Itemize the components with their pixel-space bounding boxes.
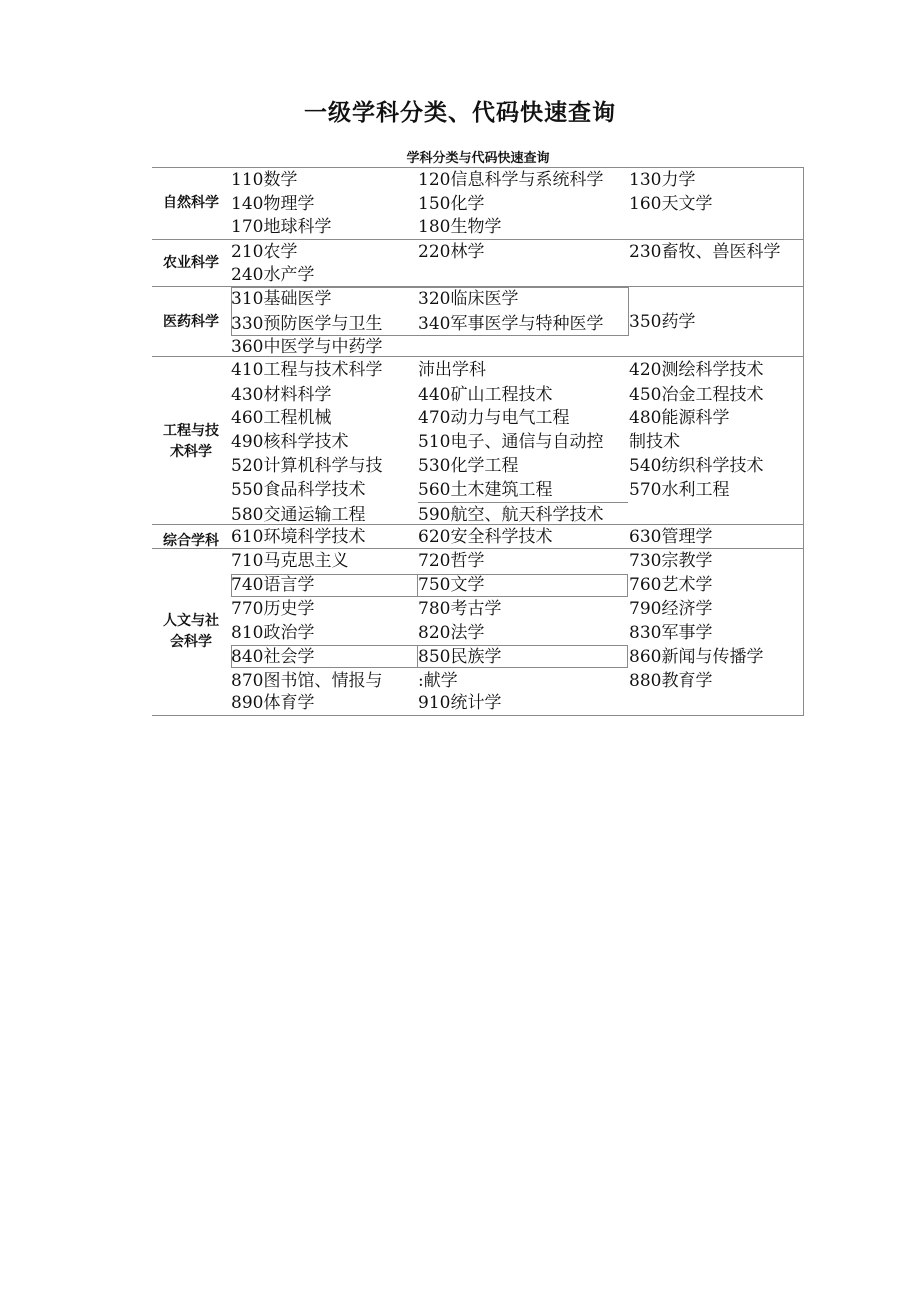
category-label: 医药科学 bbox=[163, 314, 219, 330]
table-right-rule bbox=[803, 167, 804, 716]
discipline-item: 790经济学 bbox=[629, 599, 713, 619]
discipline-item: 530化学工程 bbox=[418, 456, 519, 476]
discipline-item: 840社会学 bbox=[231, 647, 315, 667]
discipline-item: 760艺术学 bbox=[629, 575, 713, 595]
discipline-item: 170地球科学 bbox=[231, 217, 332, 237]
discipline-item: 710马克思主义 bbox=[231, 551, 349, 571]
discipline-item: 750文学 bbox=[418, 575, 485, 595]
discipline-item: 210农学 bbox=[231, 242, 298, 262]
discipline-item: 910统计学 bbox=[418, 693, 502, 713]
discipline-item: 490核科学技术 bbox=[231, 432, 349, 452]
discipline-item: 820法学 bbox=[418, 623, 485, 643]
discipline-item: 350药学 bbox=[629, 312, 696, 332]
discipline-item: 420测绘科学技术 bbox=[629, 360, 764, 380]
discipline-item: 810政治学 bbox=[231, 623, 315, 643]
table-caption: 学科分类与代码快速查询 bbox=[406, 151, 550, 166]
discipline-item: 480能源科学 bbox=[629, 408, 730, 428]
category-label: 农业科学 bbox=[163, 255, 219, 271]
table-top-rule bbox=[152, 167, 804, 168]
discipline-item: 550食品科学技术 bbox=[231, 480, 366, 500]
discipline-item: 520计算机科学与技 bbox=[231, 456, 383, 476]
category-label: 工程与技 术科学 bbox=[163, 423, 219, 460]
discipline-item: 720哲学 bbox=[418, 551, 485, 571]
discipline-item: 590航空、航天科学技术 bbox=[418, 505, 604, 525]
table-bottom-rule bbox=[152, 715, 804, 716]
discipline-item: 830军事学 bbox=[629, 623, 713, 643]
discipline-item: 740语言学 bbox=[231, 575, 315, 595]
discipline-item: 770历史学 bbox=[231, 599, 315, 619]
discipline-item: 340军事医学与特种医学 bbox=[418, 314, 604, 334]
discipline-item: 150化学 bbox=[418, 194, 485, 214]
discipline-item: 780考古学 bbox=[418, 599, 502, 619]
discipline-item: 330预防医学与卫生 bbox=[231, 314, 383, 334]
discipline-item: 620安全科学技术 bbox=[418, 527, 553, 547]
discipline-item: 860新闻与传播学 bbox=[629, 647, 764, 667]
discipline-item: 沛出学科 bbox=[418, 360, 486, 380]
category-label: 人文与社 会科学 bbox=[163, 613, 219, 650]
discipline-item: 310基础医学 bbox=[231, 289, 332, 309]
discipline-item: 320临床医学 bbox=[418, 289, 519, 309]
discipline-item: 470动力与电气工程 bbox=[418, 408, 570, 428]
discipline-item: 580交通运输工程 bbox=[231, 505, 366, 525]
category-label: 自然科学 bbox=[163, 195, 219, 211]
cell-underline bbox=[418, 502, 628, 503]
discipline-item: 870图书馆、情报与 bbox=[231, 671, 383, 691]
discipline-item: 630管理学 bbox=[629, 527, 713, 547]
discipline-item: 180生物学 bbox=[418, 217, 502, 237]
discipline-item: 450冶金工程技术 bbox=[629, 385, 764, 405]
discipline-item: 160天文学 bbox=[629, 194, 713, 214]
discipline-item: 880教育学 bbox=[629, 671, 713, 691]
discipline-item: 230畜牧、兽医科学 bbox=[629, 242, 781, 262]
discipline-item: 570水利工程 bbox=[629, 480, 730, 500]
discipline-item: 220林学 bbox=[418, 242, 485, 262]
row-divider bbox=[152, 548, 804, 549]
row-divider bbox=[152, 239, 804, 240]
discipline-item: 130力学 bbox=[629, 170, 696, 190]
discipline-item: 410工程与技术科学 bbox=[231, 360, 383, 380]
category-label: 综合学科 bbox=[163, 533, 219, 549]
discipline-item: 240水产学 bbox=[231, 265, 315, 285]
discipline-item: 120信息科学与系统科学 bbox=[418, 170, 604, 190]
discipline-item: 460工程机械 bbox=[231, 408, 332, 428]
discipline-item: 440矿山工程技术 bbox=[418, 385, 553, 405]
page-title: 一级学科分类、代码快速查询 bbox=[304, 100, 616, 126]
discipline-item: 430材料科学 bbox=[231, 385, 332, 405]
discipline-item: 140物理学 bbox=[231, 194, 315, 214]
discipline-item: 110数学 bbox=[231, 170, 298, 190]
discipline-item: 610环境科学技术 bbox=[231, 527, 366, 547]
discipline-item: 890体育学 bbox=[231, 693, 315, 713]
discipline-item: 360中医学与中药学 bbox=[231, 337, 383, 357]
discipline-item: 850民族学 bbox=[418, 647, 502, 667]
discipline-item: 540纺织科学技术 bbox=[629, 456, 764, 476]
discipline-item: 730宗教学 bbox=[629, 551, 713, 571]
discipline-item: 制技术 bbox=[629, 432, 680, 452]
discipline-item: 510电子、通信与自动控 bbox=[418, 432, 604, 452]
discipline-item: :献学 bbox=[418, 671, 458, 691]
discipline-item: 560土木建筑工程 bbox=[418, 480, 553, 500]
